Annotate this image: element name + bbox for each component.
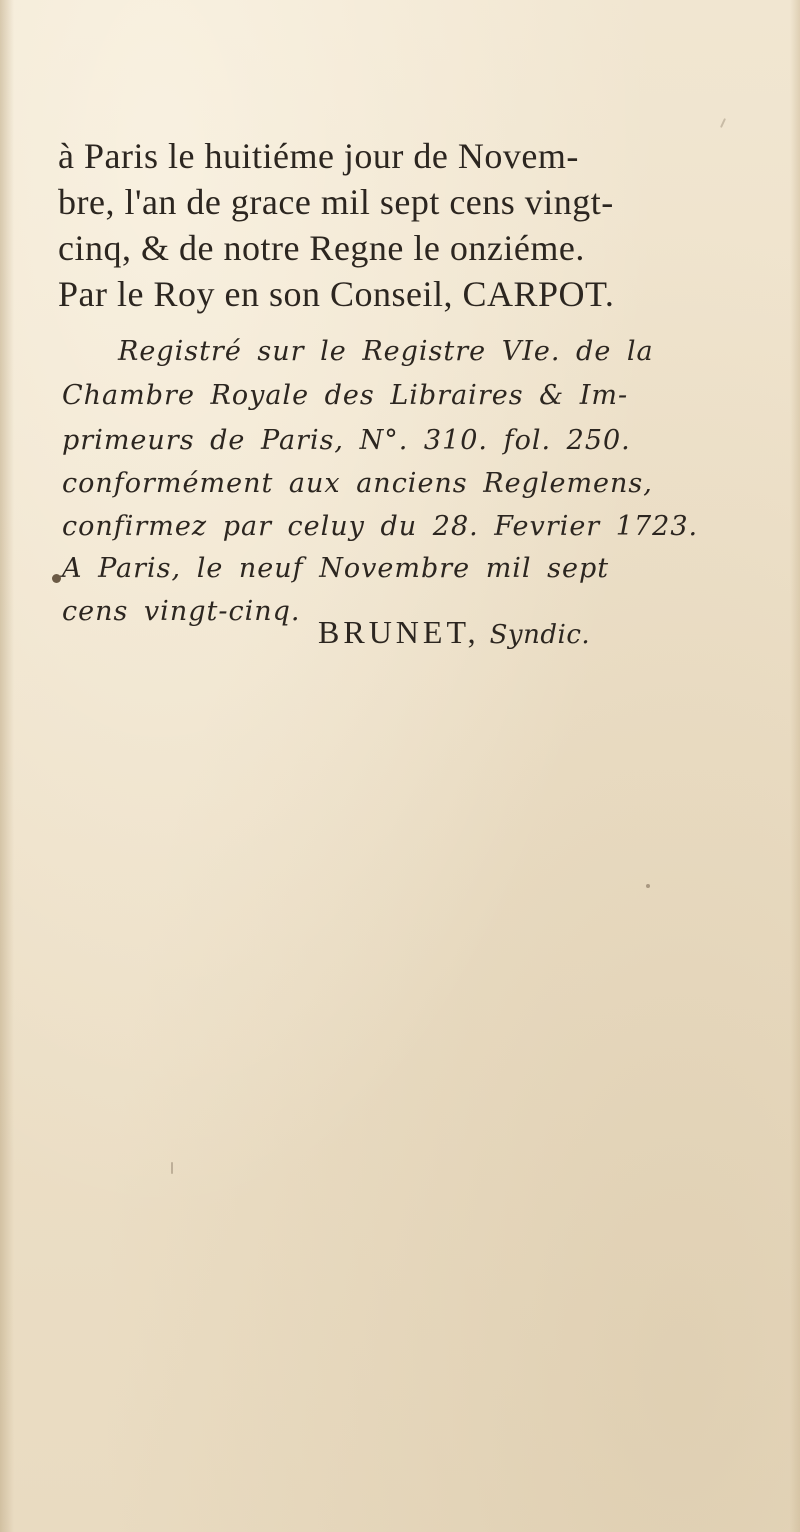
privilege-line-2: bre, l'an de grace mil sept cens vingt- (58, 182, 614, 222)
registration-line-4: conformément aux anciens Reglemens, (62, 468, 653, 499)
bleed-through-text (200, 1290, 620, 1430)
signature-line (318, 616, 590, 648)
privilege-line-4: Par le Roy en son Conseil, CARPOT. (58, 274, 615, 314)
page-edge-shadow-left (0, 0, 14, 1532)
registration-line-2: Chambre Royale des Libraires & Im- (62, 380, 629, 411)
registration-line-6: A Paris, le neuf Novembre mil sept (62, 553, 610, 584)
ink-blot (52, 574, 61, 583)
registration-line-3: primeurs de Paris, N°. 310. fol. 250. (62, 425, 631, 456)
privilege-line-3: cinq, & de notre Regne le onziéme. (58, 228, 585, 268)
registration-line-5: confirmez par celuy du 28. Fevrier 1723. (62, 511, 699, 542)
registration-line-1: Registré sur le Registre VIe. de la (118, 336, 654, 367)
paper-speck (646, 884, 650, 888)
page-edge-shadow-right (790, 0, 800, 1532)
privilege-line-1: à Paris le huitiéme jour de Novem- (58, 136, 579, 176)
signatory-title: Syndic. (489, 620, 591, 650)
paper-speck (171, 1162, 173, 1174)
registration-line-7: cens vingt-cinq. (62, 596, 301, 627)
paper-speck (720, 118, 726, 128)
signatory-name: BRUNET, (318, 614, 480, 650)
